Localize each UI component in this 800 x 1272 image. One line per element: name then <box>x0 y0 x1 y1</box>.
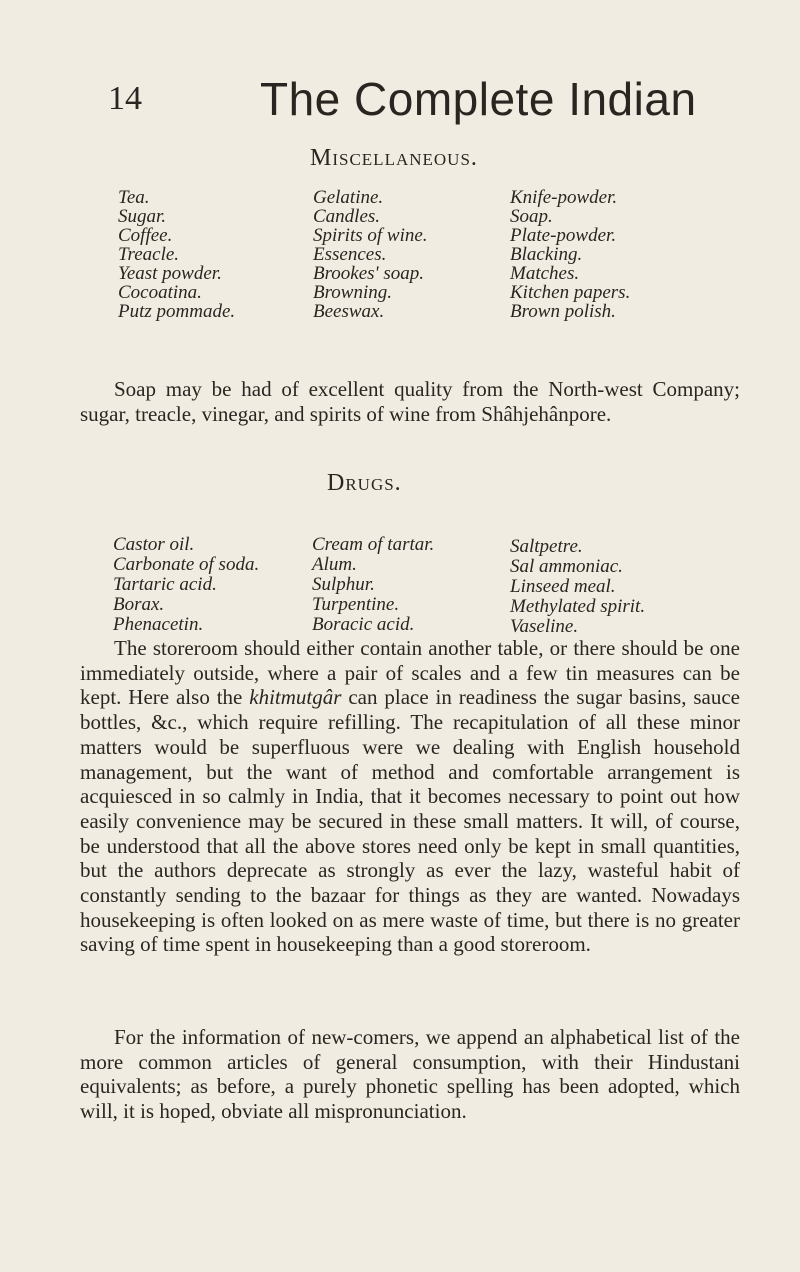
list-item: Gelatine. <box>313 187 384 208</box>
list-item: Brookes' soap. <box>313 263 425 284</box>
storeroom-text-before: The storeroom should either contain another table, or there should be one immediately outside, where a pair of scales and a few tin measures can be kept. Here also the <box>80 636 740 710</box>
list-item: Boracic acid. <box>312 614 415 635</box>
list-item: Browning. <box>313 282 392 303</box>
storeroom-paragraph <box>80 636 740 957</box>
miscellaneous-column-1 <box>118 188 235 321</box>
drugs-column-1 <box>113 535 259 635</box>
soap-paragraph: Soap may be had of excellent quality from the North-west Company; sugar, treacle, vinegar, and spirits of wine from Shâhjehânpore. <box>80 377 740 426</box>
list-item: Brown polish. <box>510 301 616 322</box>
information-paragraph: For the information of new-comers, we append an alphabetical list of the more common articles of general consumption, with their Hindustani equivalents; as before, a purely phonetic spelling has been adopted, which will, it is hoped, obviate all mispronunciation. <box>80 1025 740 1124</box>
drugs-heading: Drugs. <box>327 470 402 496</box>
list-item: Candles. <box>313 206 381 227</box>
list-item: Saltpetre. <box>510 536 583 557</box>
list-item: Methylated spirit. <box>510 596 646 617</box>
list-item: Linseed meal. <box>510 576 616 597</box>
list-item: Essences. <box>313 244 387 265</box>
list-item: Alum. <box>312 554 357 575</box>
drugs-column-3 <box>510 537 645 637</box>
khitmutgar-term: khitmutgâr <box>249 685 342 710</box>
list-item: Tea. <box>118 187 150 208</box>
list-item: Tartaric acid. <box>113 574 217 595</box>
miscellaneous-column-2 <box>313 188 428 321</box>
list-item: Vaseline. <box>510 616 579 637</box>
list-item: Turpentine. <box>312 594 400 615</box>
drugs-column-2 <box>312 535 434 635</box>
list-item: Kitchen papers. <box>510 282 631 303</box>
list-item: Plate-powder. <box>510 225 617 246</box>
list-item: Borax. <box>113 594 165 615</box>
list-item: Sal ammoniac. <box>510 556 623 577</box>
miscellaneous-heading: Miscellaneous. <box>310 145 478 171</box>
list-item: Coffee. <box>118 225 173 246</box>
miscellaneous-column-3 <box>510 188 630 321</box>
list-item: Cream of tartar. <box>312 534 435 555</box>
storeroom-text-after: can place in readiness the sugar basins, sauce bottles, &c., which require refilling. The recapitulation of all these minor matters would be superfluous were we dealing with English household management, but the want of method and comfortable arrangement is acquiesced in so calmly in India, that it becomes necessary to point out how easily convenience may be secured in these small matters. It will, of course, be understood that all the above stores need only be kept in small quantities, but the authors deprecate as strongly as ever the lazy, wasteful habit of constantly sending to the bazaar for things as they are wanted. Nowadays housekeeping is often looked on as mere waste of time, but there is no greater saving of time spent in housekeeping than a good storeroom. <box>80 685 740 957</box>
list-item: Matches. <box>510 263 580 284</box>
list-item: Cocoatina. <box>118 282 202 303</box>
list-item: Carbonate of soda. <box>113 554 260 575</box>
list-item: Yeast powder. <box>118 263 222 284</box>
list-item: Spirits of wine. <box>313 225 428 246</box>
list-item: Beeswax. <box>313 301 385 322</box>
running-title: The Complete Indian <box>260 73 697 125</box>
list-item: Phenacetin. <box>113 614 204 635</box>
list-item: Knife-powder. <box>510 187 618 208</box>
list-item: Soap. <box>510 206 553 227</box>
list-item: Treacle. <box>118 244 180 265</box>
list-item: Castor oil. <box>113 534 195 555</box>
list-item: Putz pommade. <box>118 301 236 322</box>
list-item: Sulphur. <box>312 574 375 595</box>
page-number: 14 <box>108 80 142 117</box>
list-item: Blacking. <box>510 244 583 265</box>
list-item: Sugar. <box>118 206 167 227</box>
running-head <box>100 72 740 132</box>
